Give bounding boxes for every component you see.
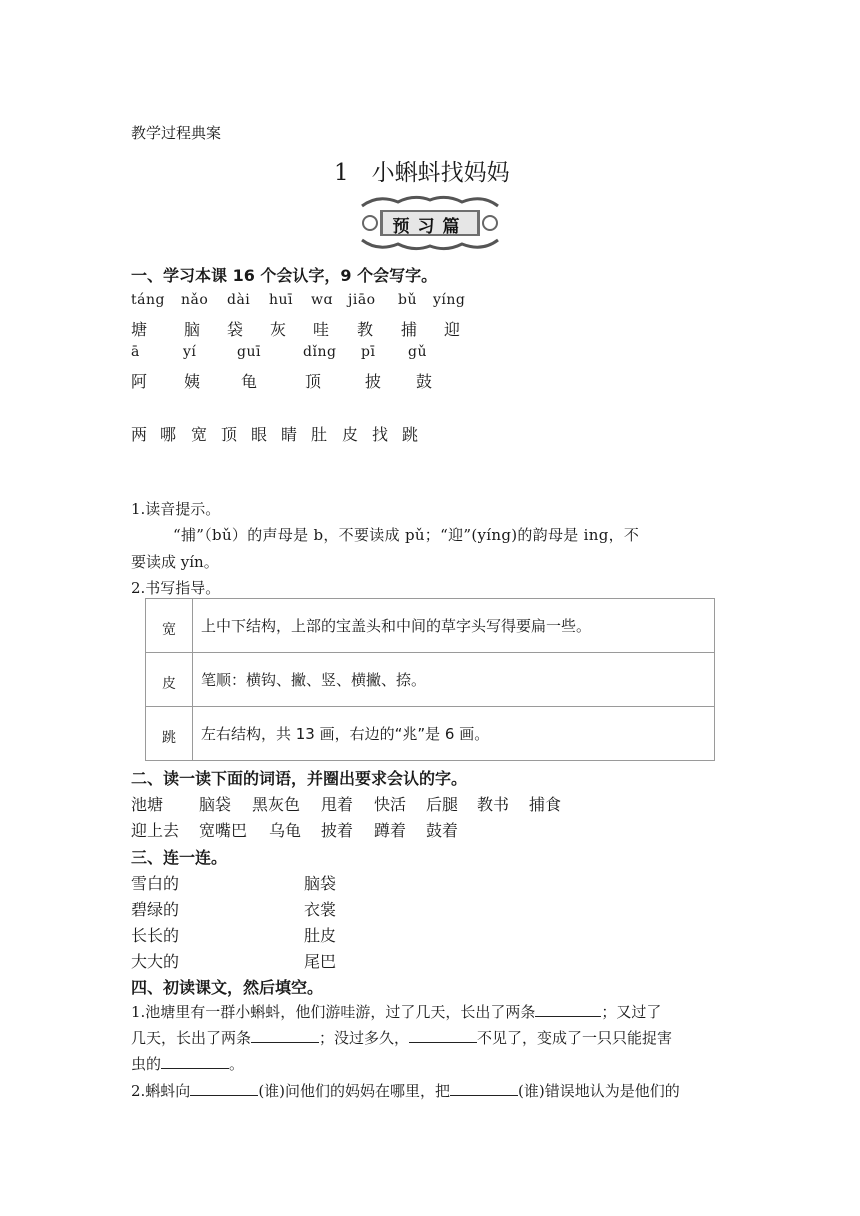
guide-text: 笔顺：横钩、撇、竖、横撇、捺。 (193, 653, 715, 707)
hanzi: 跳 (402, 425, 419, 444)
question-text: 不见了，变成了一只只能捉害 (477, 1029, 673, 1047)
hanzi: 肚 (311, 425, 328, 444)
pinyin: yí (183, 344, 197, 360)
reading-tip-line-1: “捕”（bǔ）的声母是 b，不要读成 pǔ；“迎”(yíng)的韵母是 ing，不 (173, 526, 640, 544)
fill-blank[interactable] (251, 1028, 319, 1043)
match-left: 长长的 (131, 926, 180, 945)
word: 甩着 (321, 795, 354, 814)
word: 鼓着 (426, 821, 459, 840)
banner-text: 预习篇 (392, 217, 468, 237)
word: 乌龟 (269, 821, 302, 840)
guide-char: 皮 (146, 653, 193, 707)
writing-guide-heading: 2.书写指导。 (131, 579, 221, 597)
pinyin: bǔ (398, 292, 417, 308)
table-row (146, 707, 715, 761)
question-1-line-1 (131, 1001, 661, 1022)
hanzi: 迎 (444, 320, 461, 339)
section1-heading: 一、学习本课 16 个会认字，9 个会写字。 (131, 266, 438, 285)
hanzi: 阿 (131, 372, 148, 391)
pinyin: jiāo (348, 292, 376, 308)
fill-blank[interactable] (450, 1081, 518, 1096)
pinyin: ā (131, 344, 140, 360)
word: 教书 (477, 795, 510, 814)
word: 池塘 (131, 795, 164, 814)
hanzi: 披 (365, 372, 382, 391)
pinyin: huī (269, 292, 294, 308)
hanzi: 灰 (270, 320, 287, 339)
match-right: 肚皮 (304, 926, 337, 945)
preview-banner (358, 192, 502, 254)
hanzi: 宽 (191, 425, 208, 444)
word: 宽嘴巴 (199, 821, 248, 840)
pinyin: guī (237, 344, 261, 360)
question-text: 几天，长出了两条 (131, 1029, 252, 1047)
question-1-line-3 (131, 1053, 244, 1074)
pinyin: gǔ (408, 344, 427, 360)
pinyin: yíng (433, 292, 466, 308)
pinyin: pī (361, 344, 376, 360)
guide-char: 跳 (146, 707, 193, 761)
fill-blank[interactable] (190, 1081, 258, 1096)
reading-tip-heading: 1.读音提示。 (131, 500, 221, 518)
pinyin: táng (131, 292, 165, 308)
question-text: 。 (229, 1055, 245, 1073)
hanzi: 哇 (313, 320, 330, 339)
hanzi: 塘 (131, 320, 148, 339)
match-left: 大大的 (131, 952, 180, 971)
guide-text: 左右结构，共 13 画，右边的“兆”是 6 画。 (193, 707, 715, 761)
match-right: 脑袋 (304, 874, 337, 893)
word: 黑灰色 (252, 795, 301, 814)
hanzi: 袋 (227, 320, 244, 339)
table-row (146, 653, 715, 707)
section2-heading: 二、读一读下面的词语，并圈出要求会认的字。 (131, 769, 468, 788)
pinyin: dài (227, 292, 251, 308)
writing-guide-table (145, 598, 715, 761)
word: 蹲着 (374, 821, 407, 840)
question-text: 2.蝌蚪向 (131, 1082, 191, 1100)
fill-blank[interactable] (535, 1002, 601, 1017)
hanzi: 教 (357, 320, 374, 339)
hanzi: 找 (372, 425, 389, 444)
hanzi: 龟 (241, 372, 258, 391)
fill-blank[interactable] (409, 1028, 477, 1043)
hanzi: 两 (131, 425, 148, 444)
table-row (146, 599, 715, 653)
pinyin: nǎo (181, 292, 209, 308)
word: 披着 (321, 821, 354, 840)
hanzi: 哪 (160, 425, 177, 444)
match-right: 衣裳 (304, 900, 337, 919)
lesson-title: 1 小蝌蚪找妈妈 (334, 160, 510, 186)
reading-tip-line-2: 要读成 yín。 (131, 553, 219, 571)
word: 后腿 (426, 795, 459, 814)
word: 脑袋 (199, 795, 232, 814)
pinyin: wɑ (311, 292, 333, 308)
match-right: 尾巴 (304, 952, 337, 971)
fill-blank[interactable] (161, 1054, 229, 1069)
guide-char: 宽 (146, 599, 193, 653)
question-text: ；又过了 (601, 1003, 662, 1021)
hanzi: 姨 (184, 372, 201, 391)
word: 捕食 (529, 795, 562, 814)
section3-heading: 三、连一连。 (131, 848, 228, 867)
hanzi: 皮 (342, 425, 359, 444)
question-1-line-2 (131, 1027, 672, 1048)
hanzi: 鼓 (416, 372, 433, 391)
match-left: 雪白的 (131, 874, 180, 893)
match-left: 碧绿的 (131, 900, 180, 919)
guide-text: 上中下结构，上部的宝盖头和中间的草字头写得要扁一些。 (193, 599, 715, 653)
question-text: ；没过多久， (319, 1029, 410, 1047)
question-text: 虫的 (131, 1055, 162, 1073)
hanzi: 顶 (305, 372, 322, 391)
hanzi: 睛 (281, 425, 298, 444)
word: 快活 (374, 795, 407, 814)
hanzi: 顶 (221, 425, 238, 444)
question-text: 1.池塘里有一群小蝌蚪，他们游哇游，过了几天，长出了两条 (131, 1003, 536, 1021)
hanzi: 眼 (251, 425, 268, 444)
page-header: 教学过程典案 (131, 124, 222, 142)
question-text: (谁)错误地认为是他们的 (518, 1082, 680, 1100)
question-2-line-1 (131, 1080, 680, 1101)
word: 迎上去 (131, 821, 180, 840)
pinyin: dǐng (303, 344, 337, 360)
section4-heading: 四、初读课文，然后填空。 (131, 978, 324, 997)
hanzi: 脑 (184, 320, 201, 339)
question-text: (谁)问他们的妈妈在哪里，把 (258, 1082, 451, 1100)
hanzi: 捕 (401, 320, 418, 339)
